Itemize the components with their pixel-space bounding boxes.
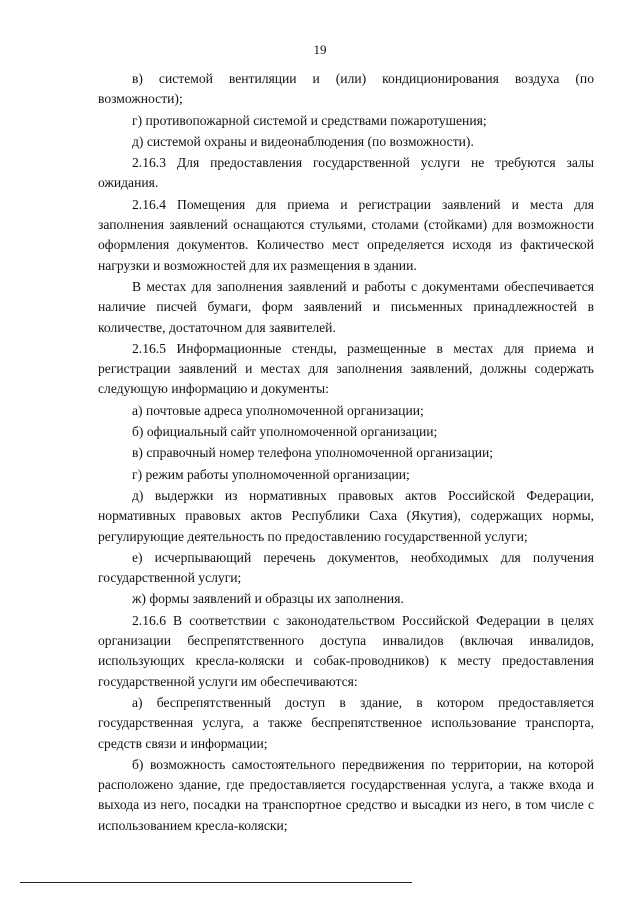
paragraph: 2.16.3 Для предоставления государственной услуги не требуются залы ожидания. xyxy=(98,155,594,191)
paragraph: 2.16.5 Информационные стенды, размещенные в местах для приема и регистрации заявлений и местах для заполнения заявлений, должны содержать следующую информацию и документы: xyxy=(98,340,594,397)
paragraph: 2.16.4 Помещения для приема и регистрации заявлений и места для заполнения заявлений оснащаются стульями, столами (стойками) для возможности оформления документов. Количество мест определяется исходя из фактической нагрузки и возможностей для их размещения в здании. xyxy=(98,196,594,273)
footer-rule xyxy=(20,882,412,883)
paragraph: д) системой охраны и видеонаблюдения (по возможности). xyxy=(132,133,474,149)
document-body xyxy=(98,69,594,837)
page-number: 19 xyxy=(313,42,327,57)
paragraph: б) возможность самостоятельного передвижения по территории, на которой расположено здание, где предоставляется государственная услуга, а также входа и выхода из него, посадки на транспортное средство и высадки из него, в том числе с использованием кресла-коляски; xyxy=(98,756,594,833)
paragraph: а) почтовые адреса уполномоченной организации; xyxy=(132,402,424,418)
paragraph: д) выдержки из нормативных правовых актов Российской Федерации, нормативных правовых актов Республики Саха (Якутия), содержащих нормы, регулирующие деятельность по предоставлению государственной услуги; xyxy=(98,487,594,544)
paragraph: В местах для заполнения заявлений и работы с документами обеспечивается наличие писчей бумаги, форм заявлений и письменных принадлежностей в количестве, достаточном для заявителей. xyxy=(98,278,594,335)
paragraph: г) режим работы уполномоченной организации; xyxy=(132,466,410,482)
paragraph: ж) формы заявлений и образцы их заполнения. xyxy=(132,591,404,607)
paragraph: в) справочный номер телефона уполномоченной организации; xyxy=(132,445,494,461)
paragraph: в) системой вентиляции и (или) кондиционирования воздуха (по возможности); xyxy=(98,71,594,107)
paragraph: б) официальный сайт уполномоченной организации; xyxy=(132,424,438,440)
paragraph: 2.16.6 В соответствии с законодательством Российской Федерации в целях организации беспрепятственного доступа инвалидов (включая инвалидов, использующих кресла-коляски и собак-проводников) к месту предоставления государственной услуги им обеспечиваются: xyxy=(98,612,594,689)
paragraph: а) беспрепятственный доступ в здание, в котором предоставляется государственная услуга, а также беспрепятственное использование транспорта, средств связи и информации; xyxy=(98,694,594,751)
paragraph: г) противопожарной системой и средствами пожаротушения; xyxy=(132,112,487,128)
paragraph: е) исчерпывающий перечень документов, необходимых для получения государственной услуги; xyxy=(98,549,594,586)
